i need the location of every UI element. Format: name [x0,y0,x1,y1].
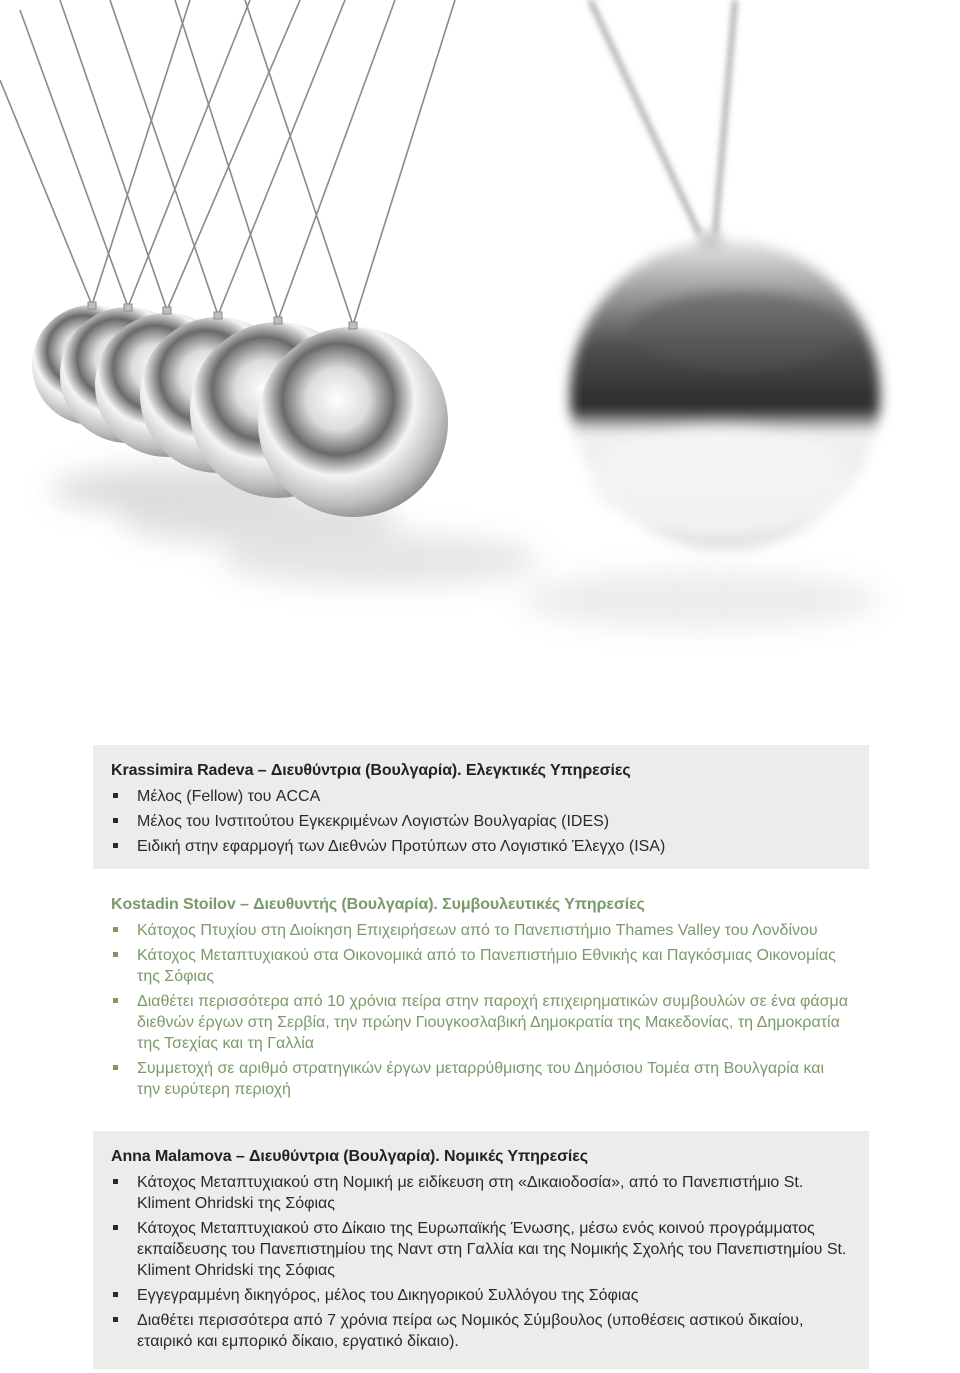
list-item [111,836,851,857]
list-item-text: Εγγεγραμμένη δικηγόρος, μέλος του Δικηγορικού Συλλόγου της Σόφιας [137,1287,639,1304]
square-bullet-icon [113,1317,118,1322]
service-area: Συμβουλευτικές Υπηρεσίες [442,896,645,913]
list-item [111,1218,851,1281]
list-item-text: Διαθέτει περισσότερα από 7 χρόνια πείρα ως Νομικός Σύμβουλος (υποθέσεις αστικού δικαίου, εταιρικό και εμπορικό δίκαιο, εργατικό δίκαιο). [137,1312,804,1350]
square-bullet-icon [113,793,118,798]
profile-heading [111,1147,851,1167]
square-bullet-icon [113,1179,118,1184]
list-item-text: Ειδική στην εφαρμογή των Διεθνών Προτύπων στο Λογιστικό Έλεγχο (ISA) [137,838,666,855]
list-item [111,1285,851,1306]
list-item [111,991,851,1054]
person-name-title: Krassimira Radeva – Διευθύντρια (Βουλγαρία). [111,762,462,779]
square-bullet-icon [113,818,118,823]
list-item-text: Κάτοχος Πτυχίου στη Διοίκηση Επιχειρήσεων από το Πανεπιστήμιο Thames Valley του Λονδίνου [137,922,818,939]
person-name-title: Anna Malamova – Διευθύντρια (Βουλγαρία). [111,1148,440,1165]
qualifications-list [111,786,851,857]
list-item-text: Κάτοχος Μεταπτυχιακού στη Νομική με ειδίκευση στη «Δικαιοδοσία», από το Πανεπιστήμιο St. Kliment Ohridski της Σόφιας [137,1174,804,1212]
profile-krassimira-radeva [93,745,869,869]
service-area: Ελεγκτικές Υπηρεσίες [465,762,631,779]
list-item [111,786,851,807]
list-item-text: Συμμετοχή σε αριθμό στρατηγικών έργων μεταρρύθμισης του Δημόσιου Τομέα στη Βουλγαρία και την ευρύτερη περιοχή [137,1060,825,1098]
square-bullet-icon [113,843,118,848]
profile-heading [111,895,851,915]
list-item [111,945,851,987]
service-area: Νομικές Υπηρεσίες [444,1148,588,1165]
profile-anna-malamova [93,1131,869,1369]
list-item-text: Κάτοχος Μεταπτυχιακού στα Οικονομικά από το Πανεπιστήμιο Εθνικής και Παγκόσμιας Οικονομίας της Σόφιας [137,947,836,985]
list-item-text: Κάτοχος Μεταπτυχιακού στο Δίκαιο της Ευρωπαϊκής Ένωσης, μέσω ενός κοινού προγράμματος εκπαίδευσης του Πανεπιστημίου της Ναντ στη Γαλλία και της Νομικής Σχολής του Πανεπιστημίου St. Kliment Ohridski της Σόφιας [137,1220,847,1279]
strings [0,0,455,325]
square-bullet-icon [113,1065,118,1070]
square-bullet-icon [113,1292,118,1297]
swinging-ball [570,232,880,550]
profile-kostadin-stoilov [93,879,869,1125]
list-item [111,920,851,941]
square-bullet-icon [113,952,118,957]
list-item [111,1058,851,1100]
list-item [111,811,851,832]
person-name-title: Kostadin Stoilov – Διευθυντής (Βουλγαρία). [111,896,438,913]
blurred-strings [590,0,735,235]
qualifications-list [111,920,851,1100]
list-item [111,1172,851,1214]
list-item-text: Διαθέτει περισσότερα από 10 χρόνια πείρα στην παροχή επιχειρηματικών συμβουλών σε ένα φάσμα διεθνών έργων στη Σερβία, την πρώην Γιουγκοσλαβική Δημοκρατία της Μακεδονίας, τη Δημοκρατία της Τσεχίας και τη Γαλλία [137,993,848,1052]
list-item-text: Μέλος (Fellow) του ACCA [137,788,321,805]
list-item-text: Μέλος του Ινστιτούτου Εγκεκριμένων Λογιστών Βουλγαρίας (IDES) [137,813,610,830]
list-item [111,1310,851,1352]
square-bullet-icon [113,1225,118,1230]
square-bullet-icon [113,998,118,1003]
square-bullet-icon [113,927,118,932]
qualifications-list [111,1172,851,1352]
profile-heading [111,761,851,781]
